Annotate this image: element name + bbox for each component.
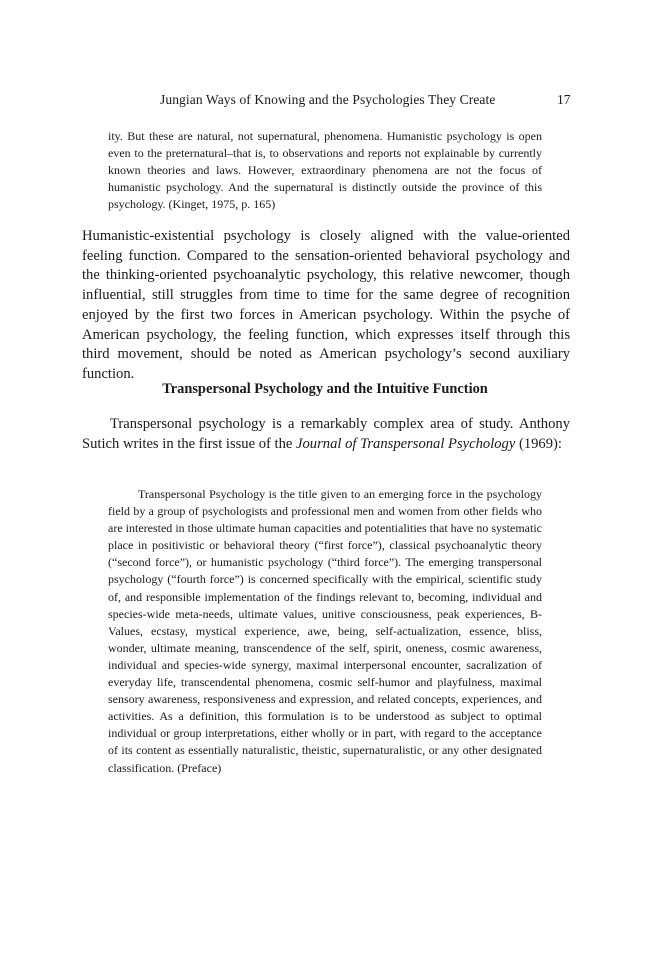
block-quote-sutich: Transpersonal Psychology is the title given to an emerging force in the psychology field by a group of psychologists and professional men and women from other fields who are interested in those ultimate human capacities and potentialities that have no systematic place in positivistic or behavioral theory (“first force”), classical psychoanalytic theory (“second force”), or humanistic psychology (“third force”). The emerging transpersonal psychology (“fourth force”) is concerned specifically with the empirical, scientific study of, and responsible implementation of the findings relevant to, becoming, individual and species-wide meta-needs, ultimate values, unitive consciousness, peak experiences, B-Values, ecstasy, mystical experience, awe, being, self-actualization, essence, bliss, wonder, ultimate meaning, transcendence of the self, spirit, oneness, cosmic awareness, individual and species-wide synergy, maximal interpersonal encounter, sacralization of everyday life, transcendental phenomena, cosmic self-humor and playfulness, maximal sensory awareness, responsiveness and expression, and related concepts, experiences, and activities. As a definition, this formulation is to be understood as subject to optimal individual or group interpretations, either wholly or in part, with regard to the acceptance of its content as essentially naturalistic, theistic, supernaturalistic, or any other designated classification. (Preface) (108, 487, 542, 775)
paragraph-transpersonal-text: Transpersonal psychology is a remarkably complex area of study. Anthony Sutich writes in the first issue of the (82, 416, 570, 452)
block-quote-kinget: ity. But these are natural, not supernatural, phenomena. Humanistic psychology is open even to the preternatural–that is, to observations and reports not explainable by currently known theories and laws. However, extraordinary phenomena are not the focus of humanistic psychology. And the supernatural is distinctly outside the province of this psychology. (Kinget, 1975, p. 165) (108, 129, 542, 212)
paragraph-transpersonal-year: (1969): (515, 435, 562, 452)
page-number: 17 (557, 92, 571, 107)
paragraph-transpersonal-intro (82, 415, 570, 454)
journal-title: Journal of Transpersonal Psychology (296, 435, 516, 452)
section-heading: Transpersonal Psychology and the Intuitive Function (162, 381, 488, 397)
paragraph-humanistic-existential: Humanistic-existential psychology is closely aligned with the value-oriented feeling function. Compared to the sensation-oriented behavioral psychology and the thinking-oriented psychoanalytic psychology, this relative newcomer, though influential, still struggles from time to time for the same degree of recognition enjoyed by the first two forces in American psychology. Within the psyche of American psychology, the feeling function, which expresses itself through this third movement, should be noted as American psychology’s second auxiliary function. (82, 228, 570, 382)
running-head-title: Jungian Ways of Knowing and the Psychologies They Create (160, 92, 496, 107)
